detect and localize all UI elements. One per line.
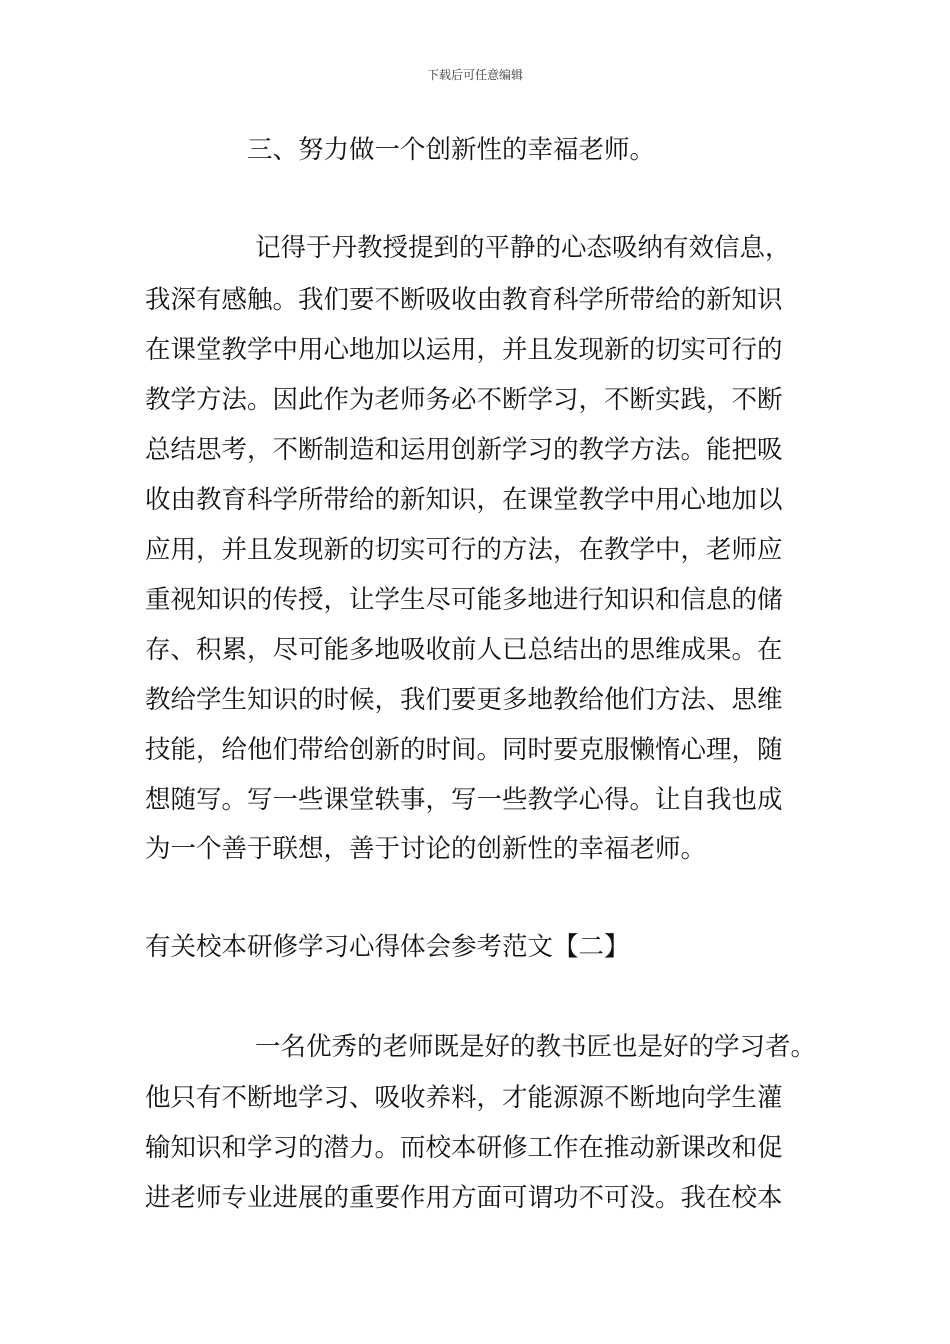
paragraph-line: 为一个善于联想，善于讨论的创新性的幸福老师。 bbox=[145, 834, 707, 864]
paragraph-line: 教给学生知识的时候，我们要更多地教给他们方法、思维 bbox=[145, 685, 783, 715]
section-heading: 三、努力做一个创新性的幸福老师。 bbox=[247, 135, 656, 165]
paragraph-line: 应用，并且发现新的切实可行的方法，在教学中，老师应 bbox=[145, 535, 783, 565]
paragraph-line: 技能，给他们带给创新的时间。同时要克服懒惰心理，随 bbox=[145, 735, 783, 765]
paragraph-line: 一名优秀的老师既是好的教书匠也是好的学习者。 bbox=[255, 1032, 817, 1062]
paragraph-line: 我深有感触。我们要不断吸收由教育科学所带给的新知识 bbox=[145, 285, 783, 315]
paragraph-line: 在课堂教学中用心地加以运用，并且发现新的切实可行的 bbox=[145, 335, 783, 365]
page-header: 下载后可任意编辑 bbox=[426, 68, 523, 82]
paragraph-line: 记得于丹教授提到的平静的心态吸纳有效信息， bbox=[255, 233, 791, 263]
paragraph-line: 输知识和学习的潜力。而校本研修工作在推动新课改和促 bbox=[145, 1133, 783, 1163]
paragraph-line: 重视知识的传授，让学生尽可能多地进行知识和信息的储 bbox=[145, 585, 783, 615]
paragraph-line: 他只有不断地学习、吸收养料，才能源源不断地向学生灌 bbox=[145, 1083, 783, 1113]
paragraph-line: 存、积累，尽可能多地吸收前人已总结出的思维成果。在 bbox=[145, 635, 783, 665]
article-title: 有关校本研修学习心得体会参考范文【二】 bbox=[145, 932, 630, 962]
paragraph-line: 进老师专业进展的重要作用方面可谓功不可没。我在校本 bbox=[145, 1183, 783, 1213]
paragraph-line: 总结思考，不断制造和运用创新学习的教学方法。能把吸 bbox=[145, 435, 783, 465]
paragraph-line: 收由教育科学所带给的新知识，在课堂教学中用心地加以 bbox=[145, 485, 783, 515]
paragraph-line: 想随写。写一些课堂轶事，写一些教学心得。让自我也成 bbox=[145, 785, 783, 815]
paragraph-line: 教学方法。因此作为老师务必不断学习，不断实践，不断 bbox=[145, 385, 783, 415]
